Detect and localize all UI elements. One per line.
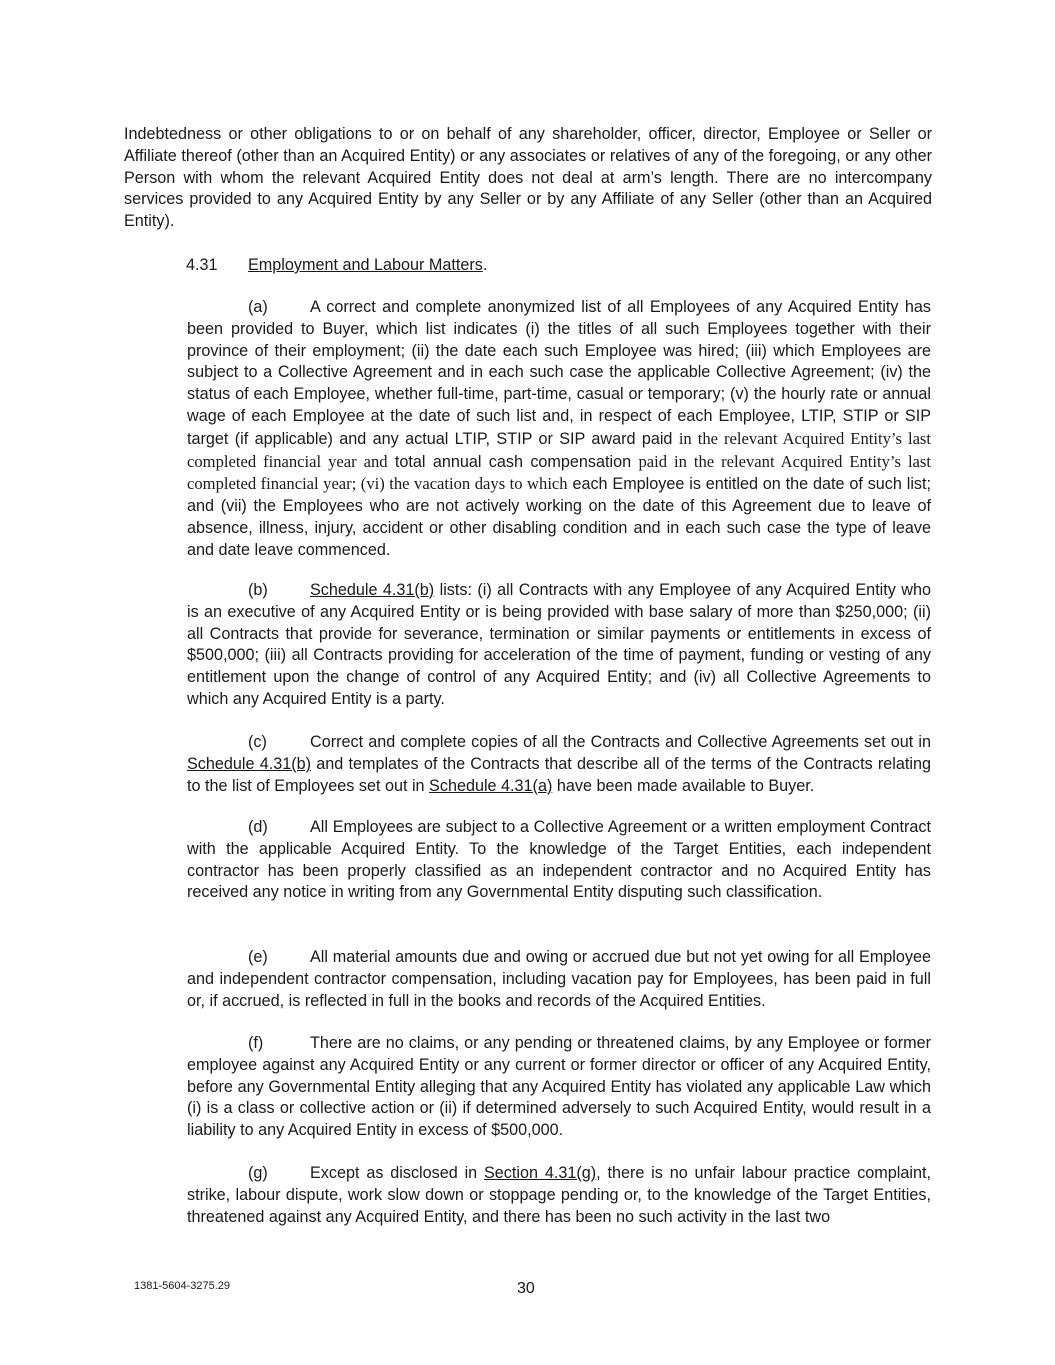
paragraph-g-label: (g): [248, 1164, 268, 1182]
paragraph-a-text-3: each Employee is entitled on the date of such list; and (vii) the Employees who are not actively working on the date of this Agreement due to leave of absence, illness, injury, accident or other disabling condition and in each such case the type of leave and date leave commenced.: [187, 475, 932, 559]
paragraph-c-text-1: Correct and complete copies of all the Contracts and Collective Agreements set out in: [310, 733, 931, 751]
paragraph-c-schedule-ref-a: Schedule 4.31(a): [429, 776, 553, 795]
paragraph-d: [187, 817, 931, 904]
paragraph-e-text: All material amounts due and owing or accrued due but not yet owing for all Employee and independent contractor compensation, including vacation pay for Employees, has been paid in full or, if accrued, is reflected in full in the books and records of the Acquired Entities.: [187, 948, 931, 1010]
paragraph-f: [187, 1033, 931, 1142]
paragraph-b-text: lists: (i) all Contracts with any Employee of any Acquired Entity who is an executive of any Acquired Entity or is being provided with base salary of more than $250,000; (ii) all Contracts that provide for severance, termination or similar payments or entitlements in excess of $500,000; (iii) all Contracts providing for acceleration of the time of payment, funding or vesting of any entitlement upon the change of control of any Acquired Entity; and (iv) all Collective Agreements to which any Acquired Entity is a party.: [187, 581, 931, 708]
paragraph-a-text-1: A correct and complete anonymized list of all Employees of any Acquired Entity has been provided to Buyer, which list indicates (i) the titles of all such Employees together with their province of their employment; (ii) the date each such Employee was hired; (iii) which Employees are subject to a Collective Agreement and in each such case the applicable Collective Agreement; (iv) the status of each Employee, whether full-time, part-time, casual or temporary; (v) the hourly rate or annual wage of each Employee at the date of such list and, in respect of each Employee, LTIP, STIP or SIP target (if applicable) and any actual LTIP, STIP or SIP award paid: [187, 298, 931, 448]
footer-document-id: 1381-5604-3275.29: [134, 1280, 231, 1292]
paragraph-c-text-3: have been made available to Buyer.: [552, 776, 815, 795]
paragraph-f-label: (f): [248, 1034, 264, 1052]
paragraph-g-text-1: Except as disclosed in: [310, 1164, 484, 1182]
section-period: .: [482, 256, 488, 274]
section-number: 4.31: [186, 256, 218, 274]
paragraph-g-text-2: , there is no unfair labour practice complaint, strike, labour dispute, work slow down or stoppage pending or, to the knowledge of the Target Entities, threatened against any Acquired Entity, and there has been no such activity in the last two: [187, 1164, 931, 1226]
paragraph-a-text-2: total annual cash compensation: [387, 452, 639, 471]
intro-paragraph: Indebtedness or other obligations to or on behalf of any shareholder, officer, director, Employee or Seller or Affiliate thereof (other than an Acquired Entity) or any associates or relatives of any of the foregoing, or any other Person with whom the relevant Acquired Entity does not deal at arm’s length. There are no intercompany services provided to any Acquired Entity by any Seller or by any Affiliate of any Seller (other than an Acquired Entity).: [124, 125, 932, 231]
paragraph-g: [187, 1163, 931, 1228]
paragraph-c: [187, 732, 931, 797]
paragraph-f-text: There are no claims, or any pending or threatened claims, by any Employee or former employee against any Acquired Entity or any current or former director or officer of any Acquired Entity, before any Governmental Entity alleging that any Acquired Entity has violated any applicable Law which (i) is a class or collective action or (ii) if determined adversely to such Acquired Entity, would result in a liability to any Acquired Entity in excess of $500,000.: [187, 1034, 931, 1140]
paragraph-d-label: (d): [248, 818, 268, 836]
paragraph-a: [187, 297, 931, 562]
paragraph-a-label: (a): [248, 298, 268, 316]
paragraph-c-label: (c): [248, 733, 267, 751]
section-title: Employment and Labour Matters: [248, 256, 483, 274]
paragraph-a-serif-2: paid in the relevant Acquired Entity’s last completed financial year; (vi) the vacation days to which: [187, 451, 931, 494]
paragraph-c-schedule-ref-b: Schedule 4.31(b): [187, 754, 312, 773]
paragraph-e-label: (e): [248, 948, 268, 966]
paragraph-b-label: (b): [248, 581, 268, 599]
page-number: 30: [517, 1280, 535, 1297]
paragraph-b: [187, 580, 931, 711]
section-heading: [186, 255, 487, 277]
paragraph-c-text-2: and templates of the Contracts that describe all of the terms of the Contracts relating to the list of Employees set out in: [187, 754, 931, 795]
paragraph-e: [187, 947, 931, 1012]
paragraph-g-section-ref: Section 4.31(g): [484, 1164, 597, 1182]
paragraph-a-serif-1: in the relevant Acquired Entity’s last completed financial year and: [187, 428, 931, 471]
paragraph-b-schedule-ref: Schedule 4.31(b): [310, 581, 435, 599]
paragraph-d-text: All Employees are subject to a Collective Agreement or a written employment Contract with the applicable Acquired Entity. To the knowledge of the Target Entities, each independent contractor has been properly classified as an independent contractor and no Acquired Entity has received any notice in writing from any Governmental Entity disputing such classification.: [187, 818, 931, 902]
